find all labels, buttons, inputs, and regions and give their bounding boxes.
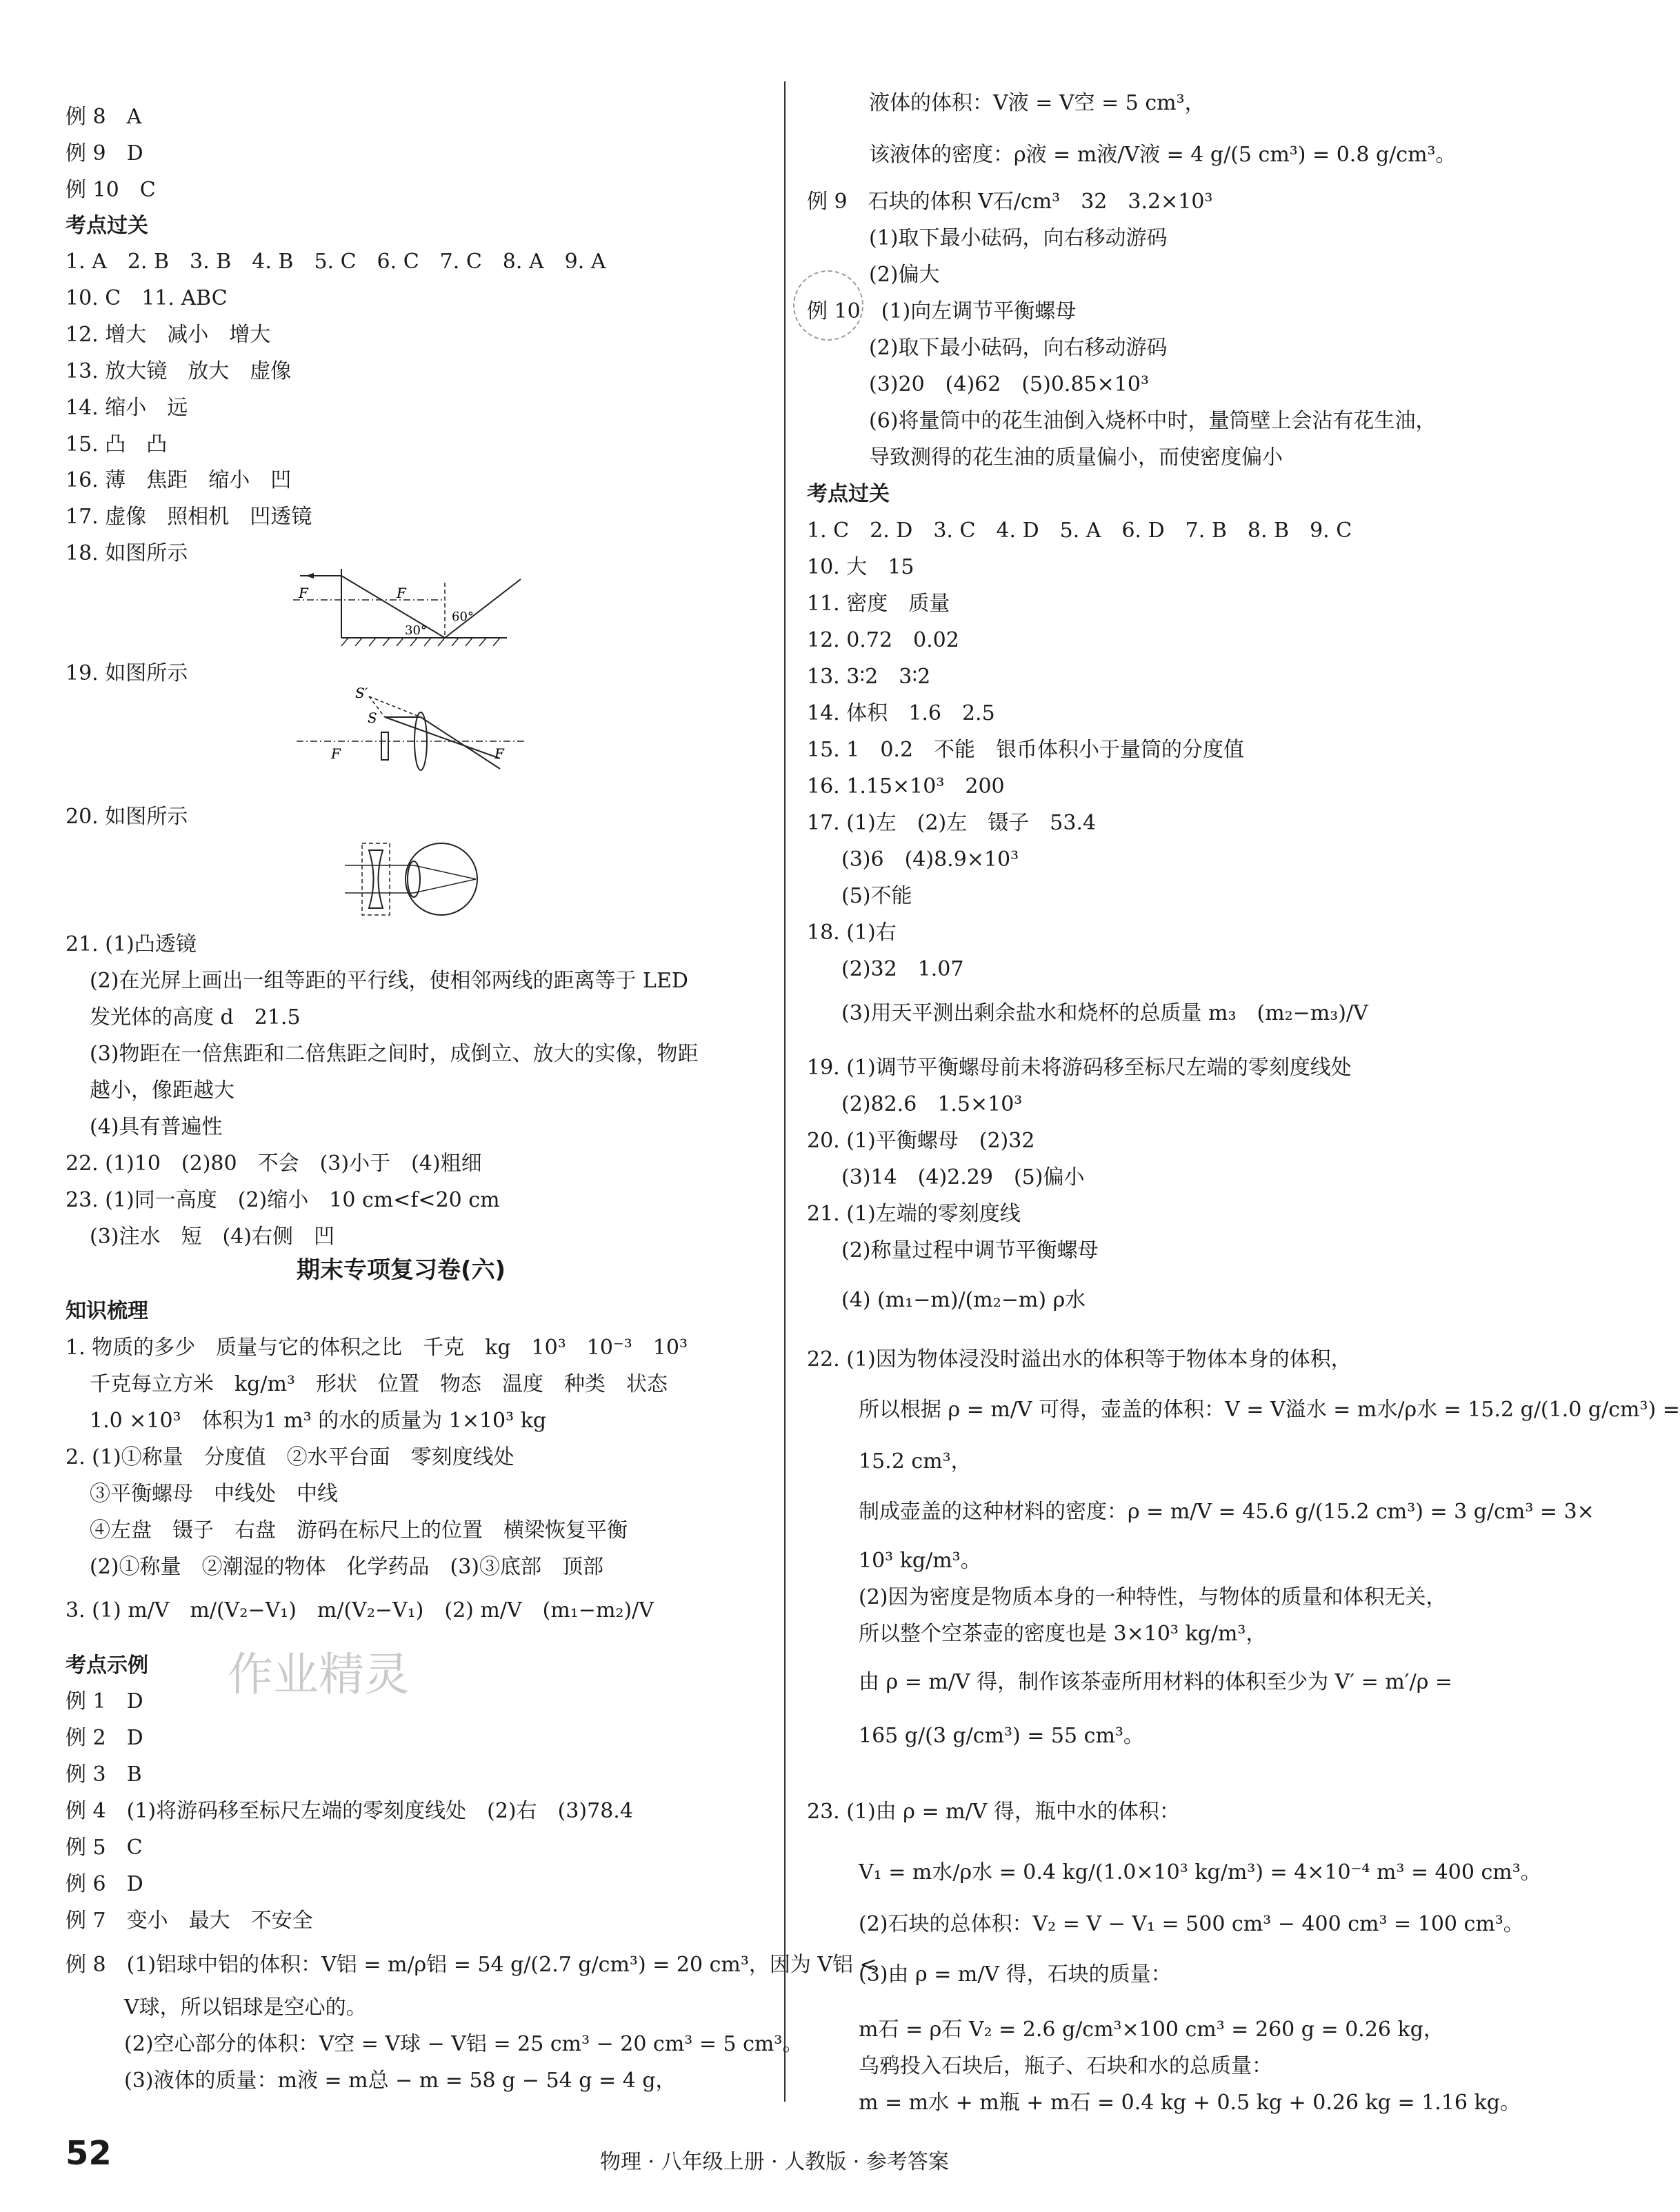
right-answer-line: (3)14 (4)2.29 (5)偏小	[841, 1165, 1085, 1189]
left-answer-line: (2)在光屏上画出一组等距的平行线，使相邻两线的距离等于 LED	[90, 969, 688, 993]
left-answer-line: 例 5 C	[66, 1836, 143, 1860]
right-answer-line: V₁ = m水/ρ水 = 0.4 kg/(1.0×10³ kg/m³) = 4×10⁻⁴ m³ = 400 cm³。	[859, 1860, 1541, 1884]
right-answer-line: (2)因为密度是物质本身的一种特性，与物体的质量和体积无关，	[859, 1585, 1447, 1609]
right-answer-line: 所以根据 ρ = m/V 可得，壶盖的体积：V = V溢水 = m水/ρ水 = 15.2 g/(1.0 g/cm³) =	[859, 1398, 1680, 1422]
left-answer-line: 发光体的高度 d 21.5	[90, 1005, 301, 1029]
left-answer-line: ④左盘 镊子 右盘 游码在标尺上的位置 横梁恢复平衡	[90, 1518, 628, 1542]
left-answer-line: 20. 如图所示	[66, 805, 188, 829]
left-answer-line: 知识梳理	[66, 1299, 148, 1323]
right-answer-line: 22. (1)因为物体浸没时溢出水的体积等于物体本身的体积，	[807, 1347, 1352, 1371]
fig18-angle-30: 30°	[405, 623, 427, 638]
left-answer-line: 12. 增大 减小 增大	[66, 323, 271, 347]
right-answer-line: 所以整个空茶壶的密度也是 3×10³ kg/m³，	[859, 1622, 1267, 1646]
fig19-label-f1: F	[331, 745, 341, 762]
right-answer-line: (3)20 (4)62 (5)0.85×10³	[869, 372, 1149, 396]
right-answer-line: 23. (1)由 ρ = m/V 得，瓶中水的体积：	[807, 1800, 1180, 1824]
figure-19-lens-diagram	[293, 685, 528, 772]
left-answer-line: 越小，像距越大	[90, 1078, 234, 1103]
right-answer-line: 乌鸦投入石块后，瓶子、石块和水的总质量：	[859, 2054, 1272, 2078]
section-title: 期末专项复习卷(六)	[297, 1256, 506, 1284]
left-answer-line: 考点示例	[66, 1653, 148, 1678]
figure-18-reflection-diagram	[286, 562, 541, 652]
right-answer-line: 11. 密度 质量	[807, 592, 950, 616]
right-answer-line: (4) (m₁−m)/(m₂−m) ρ水	[841, 1288, 1086, 1312]
left-answer-line: 例 1 D	[66, 1689, 143, 1713]
left-answer-line: (2)空心部分的体积：V空 = V球 − V铝 = 25 cm³ − 20 cm³ = 5 cm³。	[124, 2032, 803, 2056]
left-answer-line: (3)物距在一倍焦距和二倍焦距之间时，成倒立、放大的实像，物距	[90, 1042, 699, 1066]
right-answer-line: 13. 3∶2 3∶2	[807, 665, 931, 689]
left-answer-line: 例 7 变小 最大 不安全	[66, 1909, 313, 1933]
left-answer-line: 14. 缩小 远	[66, 396, 188, 420]
left-answer-line: 1. A 2. B 3. B 4. B 5. C 6. C 7. C 8. A 9. A	[66, 250, 606, 274]
right-answer-line: (2)取下最小砝码，向右移动游码	[869, 336, 1168, 360]
right-answer-line: (2)82.6 1.5×10³	[841, 1092, 1023, 1116]
left-answer-line: 例 2 D	[66, 1726, 143, 1750]
right-answer-line: 14. 体积 1.6 2.5	[807, 701, 995, 725]
fig19-label-f2: F	[494, 745, 504, 762]
right-answer-line: (3)6 (4)8.9×10³	[841, 847, 1019, 872]
left-answer-line: (3)液体的质量：m液 = m总 − m = 58 g − 54 g = 4 g，	[124, 2069, 677, 2093]
watermark: 作业精灵	[228, 1648, 410, 1701]
left-answer-line: (4)具有普遍性	[90, 1115, 223, 1139]
left-answer-line: 16. 薄 焦距 缩小 凹	[66, 468, 292, 492]
left-answer-line: 10. C 11. ABC	[66, 286, 228, 310]
left-answer-line: 例 4 (1)将游码移至标尺左端的零刻度线处 (2)右 (3)78.4	[66, 1799, 633, 1823]
right-answer-line: 10. 大 15	[807, 555, 914, 579]
fig18-label-f1: F	[299, 585, 308, 601]
right-answer-line: 液体的体积：V液 = V空 = 5 cm³，	[869, 91, 1206, 115]
left-answer-line: 21. (1)凸透镜	[66, 932, 197, 956]
right-answer-line: 165 g/(3 g/cm³) = 55 cm³。	[859, 1724, 1144, 1748]
left-answer-line: 22. (1)10 (2)80 不会 (3)小于 (4)粗细	[66, 1152, 482, 1176]
left-answer-line: 19. 如图所示	[66, 661, 188, 685]
right-answer-line: 12. 0.72 0.02	[807, 628, 959, 652]
right-answer-line: 例 9 石块的体积 V石/cm³ 32 3.2×10³	[807, 190, 1213, 214]
decorative-stamp	[793, 270, 863, 341]
right-answer-line: 18. (1)右	[807, 921, 897, 945]
left-answer-line: 18. 如图所示	[66, 541, 188, 565]
right-answer-line: 例 10 (1)向左调节平衡螺母	[807, 299, 1077, 323]
right-answer-line: m石 = ρ石 V₂ = 2.6 g/cm³×100 cm³ = 260 g = 0.26 kg，	[859, 2018, 1444, 2042]
right-answer-line: 21. (1)左端的零刻度线	[807, 1202, 1021, 1226]
right-answer-line: 1. C 2. D 3. C 4. D 5. A 6. D 7. B 8. B 9. C	[807, 519, 1352, 543]
left-answer-line: V球，所以铝球是空心的。	[124, 1995, 367, 2020]
left-answer-line: 考点过关	[66, 214, 148, 238]
figure-20-eye-diagram	[338, 838, 483, 921]
left-answer-line: 例 9 D	[66, 141, 143, 165]
fig18-label-f2: F	[397, 585, 406, 601]
left-answer-line: 13. 放大镜 放大 虚像	[66, 359, 292, 383]
left-answer-line: ③平衡螺母 中线处 中线	[90, 1482, 338, 1506]
right-answer-line: 该液体的密度：ρ液 = m液/V液 = 4 g/(5 cm³) = 0.8 g/cm³。	[869, 143, 1457, 167]
right-answer-line: 19. (1)调节平衡螺母前未将游码移至标尺左端的零刻度线处	[807, 1056, 1352, 1080]
right-answer-line: 导致测得的花生油的质量偏小，而使密度偏小	[869, 445, 1283, 470]
left-answer-line: 23. (1)同一高度 (2)缩小 10 cm<f<20 cm	[66, 1188, 500, 1212]
column-divider	[784, 81, 786, 2102]
fig19-label-s: S	[368, 710, 377, 726]
right-answer-line: 考点过关	[807, 482, 890, 506]
left-answer-line: 15. 凸 凸	[66, 432, 168, 456]
right-answer-line: 10³ kg/m³。	[859, 1549, 981, 1573]
right-answer-line: 由 ρ = m/V 得，制作该茶壶所用材料的体积至少为 V′ = m′/ρ =	[859, 1670, 1453, 1694]
left-answer-line: 1. 物质的多少 质量与它的体积之比 千克 kg 10³ 10⁻³ 10³	[66, 1336, 688, 1360]
left-answer-line: 例 8 (1)铝球中铝的体积：V铝 = m/ρ铝 = 54 g/(2.7 g/cm³) = 20 cm³，因为 V铝 <	[66, 1953, 877, 1977]
left-answer-line: 2. (1)①称量 分度值 ②水平台面 零刻度线处	[66, 1445, 514, 1469]
left-answer-line: 例 6 D	[66, 1872, 143, 1896]
fig18-angle-60: 60°	[452, 610, 474, 624]
right-answer-line: (2)称量过程中调节平衡螺母	[841, 1238, 1099, 1263]
right-answer-line: (1)取下最小砝码，向右移动游码	[869, 226, 1168, 250]
left-answer-line: 例 8 A	[66, 105, 142, 129]
right-answer-line: (2)偏大	[869, 263, 940, 287]
right-answer-line: (3)由 ρ = m/V 得，石块的质量：	[859, 1962, 1172, 1987]
right-answer-line: 20. (1)平衡螺母 (2)32	[807, 1129, 1035, 1153]
right-answer-line: (2)32 1.07	[841, 957, 964, 981]
left-answer-line: (2)①称量 ②潮湿的物体 化学药品 (3)③底部 顶部	[90, 1555, 603, 1579]
left-answer-line: 例 3 B	[66, 1762, 142, 1787]
left-answer-line: 3. (1) m/V m/(V₂−V₁) m/(V₂−V₁) (2) m/V (m₁−m₂)/V	[66, 1598, 654, 1622]
right-answer-line: (5)不能	[841, 884, 912, 908]
right-answer-line: 17. (1)左 (2)左 镊子 53.4	[807, 811, 1097, 835]
right-answer-line: 15. 1 0.2 不能 银币体积小于量筒的分度值	[807, 738, 1245, 762]
left-answer-line: 1.0 ×10³ 体积为1 m³ 的水的质量为 1×10³ kg	[90, 1409, 547, 1433]
fig19-label-s-prime: S′	[355, 685, 368, 701]
left-answer-line: (3)注水 短 (4)右侧 凹	[90, 1225, 334, 1249]
right-answer-line: 16. 1.15×10³ 200	[807, 774, 1005, 798]
page-number: 52	[66, 2134, 112, 2173]
right-answer-line: m = m水 + m瓶 + m石 = 0.4 kg + 0.5 kg + 0.26 kg = 1.16 kg。	[859, 2091, 1521, 2115]
left-answer-line: 例 10 C	[66, 178, 156, 202]
right-answer-line: (2)石块的总体积：V₂ = V − V₁ = 500 cm³ − 400 cm³ = 100 cm³。	[859, 1912, 1524, 1936]
right-answer-line: 15.2 cm³，	[859, 1449, 972, 1474]
left-answer-line: 千克每立方米 kg/m³ 形状 位置 物态 温度 种类 状态	[90, 1372, 668, 1396]
right-answer-line: (6)将量筒中的花生油倒入烧杯中时，量筒壁上会沾有花生油，	[869, 409, 1437, 433]
right-answer-line: (3)用天平测出剩余盐水和烧杯的总质量 m₃ (m₂−m₃)/V	[841, 1001, 1368, 1025]
page-footer: 物理 · 八年级上册 · 人教版 · 参考答案	[600, 2150, 949, 2174]
right-answer-line: 制成壶盖的这种材料的密度：ρ = m/V = 45.6 g/(15.2 cm³) = 3 g/cm³ = 3×	[859, 1500, 1594, 1524]
left-answer-line: 17. 虚像 照相机 凹透镜	[66, 505, 312, 529]
